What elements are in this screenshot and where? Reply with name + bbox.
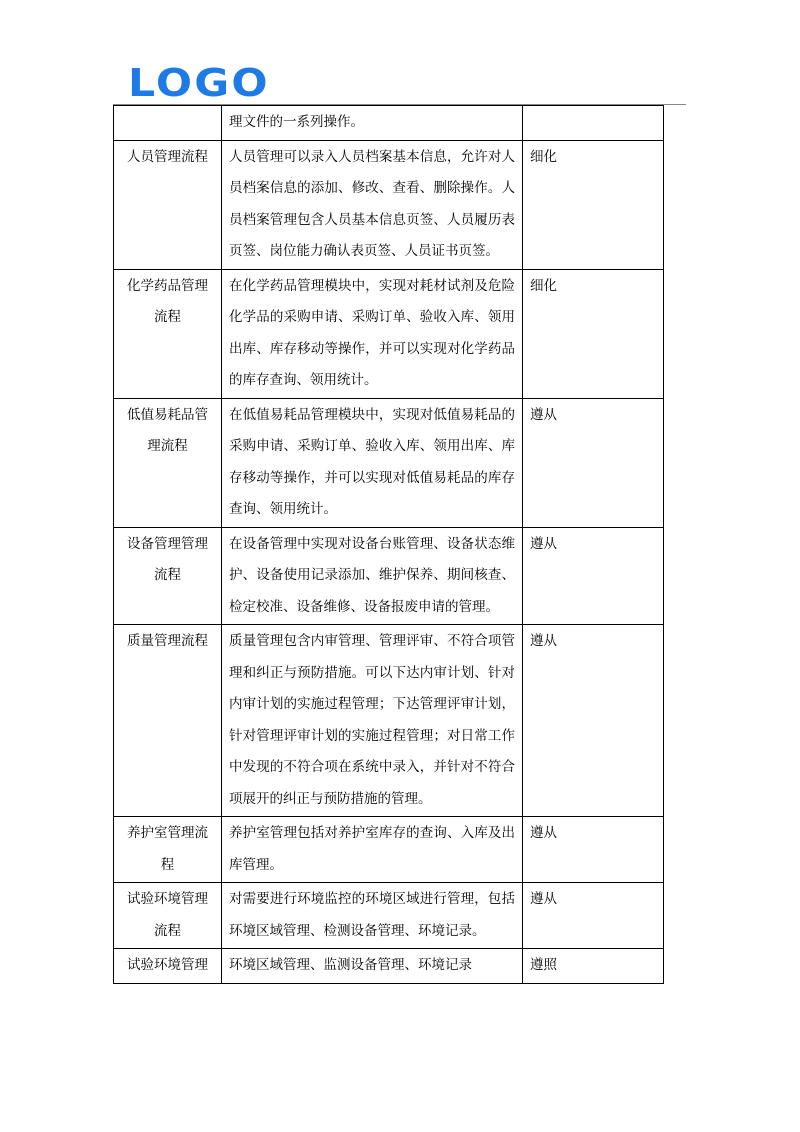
row-name: [114, 106, 222, 141]
table-row: [114, 398, 664, 527]
row-status: 遵从: [523, 398, 664, 527]
table-row: [114, 269, 664, 398]
row-description: 在设备管理中实现对设备台账管理、设备状态维护、设备使用记录添加、维护保养、期间核查、检定校准、设备维修、设备报废申请的管理。: [222, 527, 523, 625]
row-status: 遵从: [523, 883, 664, 949]
row-description: 环境区域管理、监测设备管理、环境记录: [222, 949, 523, 984]
row-status: 遵照: [523, 949, 664, 984]
logo: LOGO: [128, 61, 270, 105]
row-name: 养护室管理流程: [114, 817, 222, 883]
row-name: 低值易耗品管理流程: [114, 398, 222, 527]
row-description: 在化学药品管理模块中，实现对耗材试剂及危险化学品的采购申请、采购订单、验收入库、领用出库、库存移动等操作，并可以实现对化学药品的库存查询、领用统计。: [222, 269, 523, 398]
table-row: [114, 140, 664, 269]
table-row: [114, 949, 664, 984]
row-name: 质量管理流程: [114, 625, 222, 817]
row-status: 细化: [523, 269, 664, 398]
row-status: 遵从: [523, 527, 664, 625]
row-name: 设备管理管理流程: [114, 527, 222, 625]
table-row: [114, 106, 664, 141]
row-description: 人员管理可以录入人员档案基本信息，允许对人员档案信息的添加、修改、查看、删除操作。人员档案管理包含人员基本信息页签、人员履历表页签、岗位能力确认表页签、人员证书页签。: [222, 140, 523, 269]
row-status: 遵从: [523, 625, 664, 817]
row-name: 试验环境管理流程: [114, 883, 222, 949]
row-name: 化学药品管理流程: [114, 269, 222, 398]
row-name: 试验环境管理: [114, 949, 222, 984]
row-status: 遵从: [523, 817, 664, 883]
table-row: [114, 883, 664, 949]
table-row: [114, 817, 664, 883]
row-name: 人员管理流程: [114, 140, 222, 269]
table-row: [114, 527, 664, 625]
row-description: 对需要进行环境监控的环境区域进行管理，包括环境区域管理、检测设备管理、环境记录。: [222, 883, 523, 949]
table-row: [114, 625, 664, 817]
requirements-table: [113, 105, 664, 984]
row-status: [523, 106, 664, 141]
row-description: 在低值易耗品管理模块中，实现对低值易耗品的采购申请、采购订单、验收入库、领用出库、库存移动等操作，并可以实现对低值易耗品的库存查询、领用统计。: [222, 398, 523, 527]
row-description: 养护室管理包括对养护室库存的查询、入库及出库管理。: [222, 817, 523, 883]
row-description: 理文件的一系列操作。: [222, 106, 523, 141]
row-status: 细化: [523, 140, 664, 269]
row-description: 质量管理包含内审管理、管理评审、不符合项管理和纠正与预防措施。可以下达内审计划、针对内审计划的实施过程管理；下达管理评审计划，针对管理评审计划的实施过程管理；对日常工作中发现的不符合项在系统中录入，并针对不符合项展开的纠正与预防措施的管理。: [222, 625, 523, 817]
